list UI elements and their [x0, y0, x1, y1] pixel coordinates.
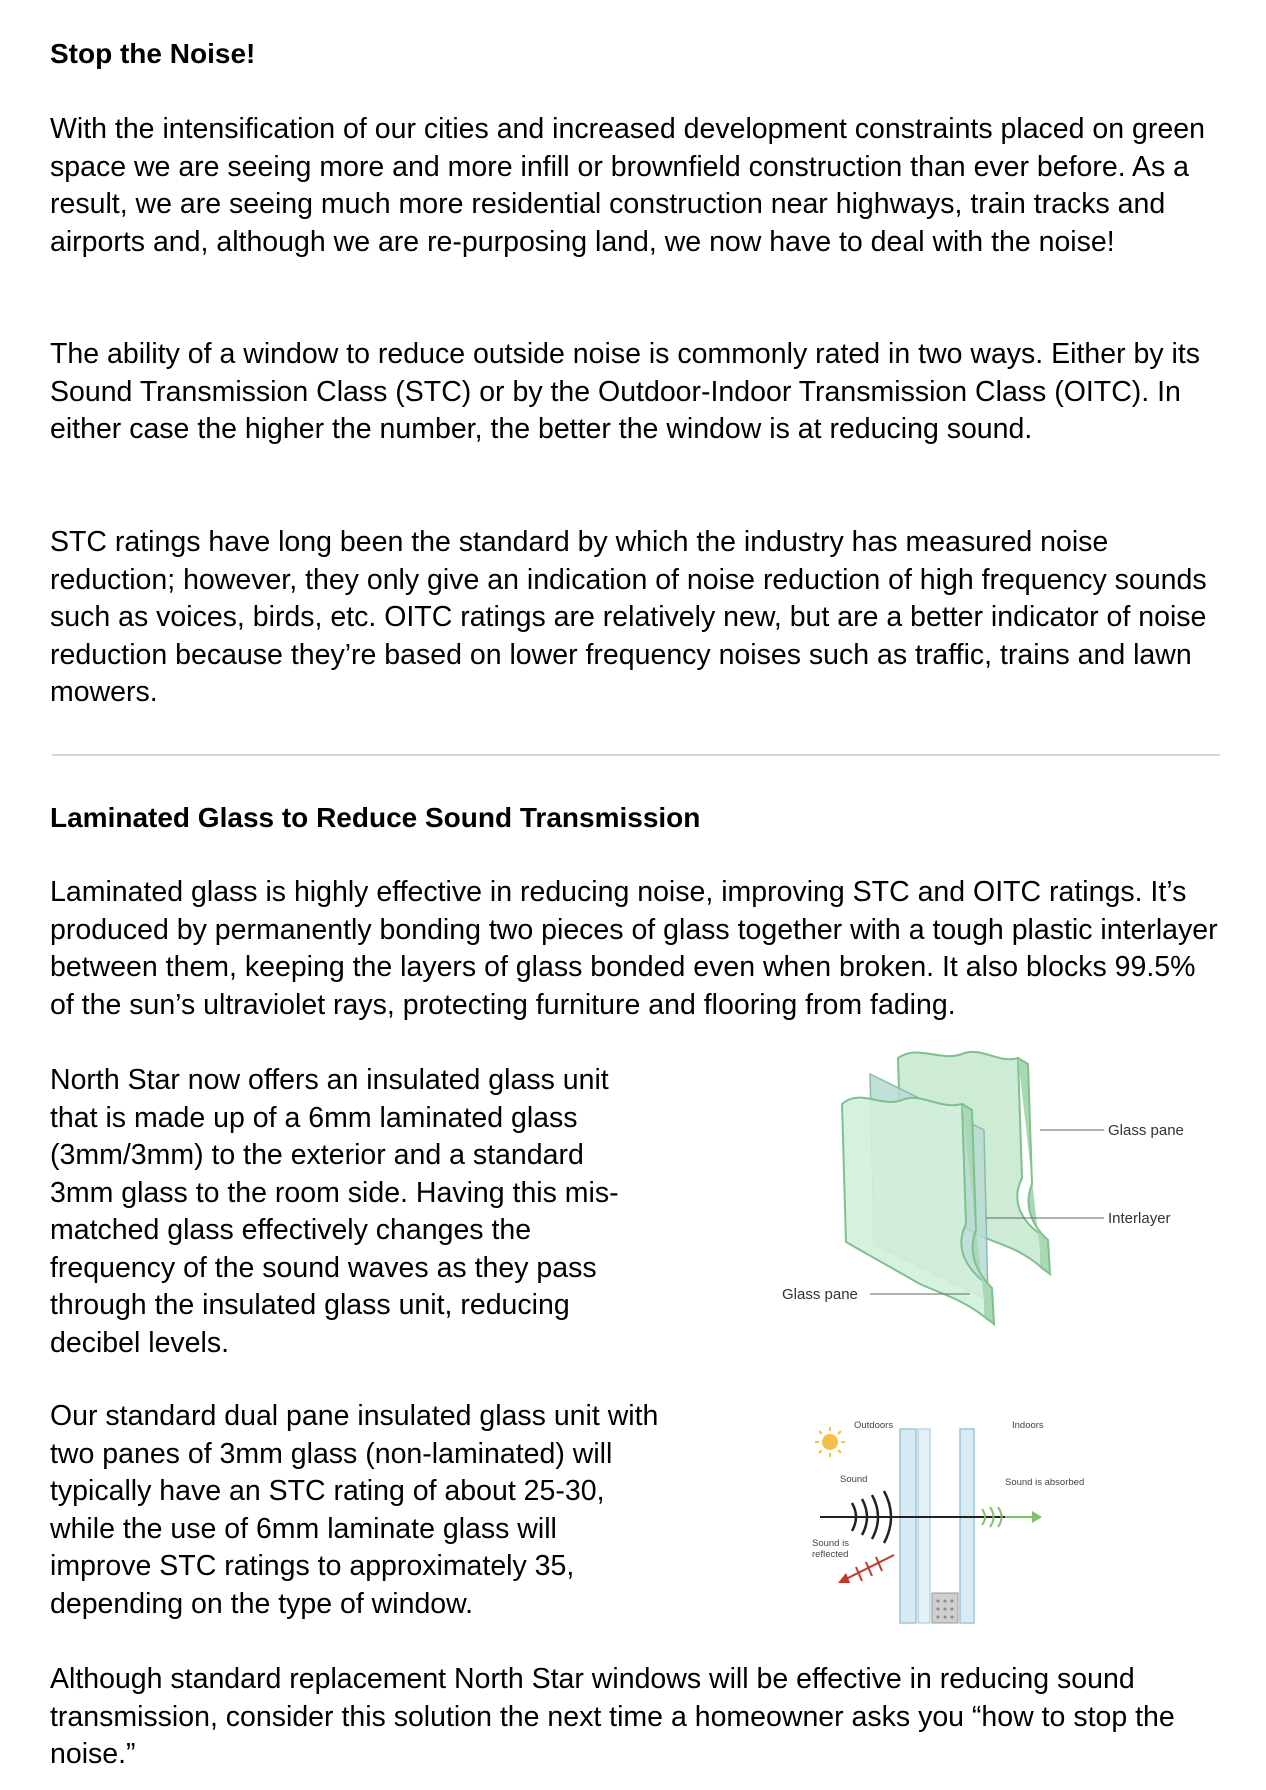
section-divider — [52, 754, 1220, 756]
label-sound-reflected-2: reflected — [812, 1549, 849, 1560]
outer-glass-pane-inner — [918, 1429, 930, 1623]
paragraph-laminated-intro: Laminated glass is highly effective in reducing noise, improving STC and OITC ratings. It’s produced by permanently bonding two pieces of glass together with a tough plastic interlayer between them, keeping the layers of glass bonded even when broken. It also blocks 99.5% of the sun’s ultraviolet rays, protecting furniture and flooring from fading. — [50, 876, 1218, 1021]
label-sound: Sound — [840, 1474, 868, 1485]
label-outdoors: Outdoors — [854, 1420, 894, 1431]
label-glass-pane-bottom: Glass pane — [782, 1286, 858, 1303]
sun-icon — [815, 1427, 845, 1457]
laminated-glass-diagram — [750, 1038, 1200, 1328]
paragraph-stc-comparison: Our standard dual pane insulated glass unit with two panes of 3mm glass (non-laminated) will typically have an STC rating of about 25-30, while the use of 6mm laminate glass will improve STC ratings to approximately 35, depending on the type of window. — [50, 1400, 659, 1620]
paragraph-ratings: The ability of a window to reduce outside noise is commonly rated in two ways. Either by its Sound Transmission Class (STC) or by the Outdoor-Indoor Transmission Class (OITC). In either case the higher the number, the better the window is at reducing sound. — [50, 338, 1201, 445]
heading-laminated-glass: Laminated Glass to Reduce Sound Transmission — [50, 802, 701, 833]
label-sound-absorbed: Sound is absorbed — [1005, 1477, 1085, 1488]
label-interlayer: Interlayer — [1108, 1210, 1171, 1227]
paragraph-north-star-unit: North Star now offers an insulated glass unit that is made up of a 6mm laminated glass (3mm/3mm) to the exterior and a standard 3mm glass to the room side. Having this mis-matched glass effectively changes the frequency of the sound waves as they pass through the insulated glass unit, reducing decibel levels. — [50, 1064, 619, 1359]
paragraph-conclusion: Although standard replacement North Star windows will be effective in reducing sound transmission, consider this solution the next time a homeowner asks you “how to stop the noise.” — [50, 1663, 1175, 1770]
label-sound-reflected-1: Sound is — [812, 1538, 849, 1549]
sound-transmission-illustration — [800, 1405, 1130, 1633]
reflected-sound-waves — [842, 1555, 894, 1581]
laminated-glass-illustration — [750, 1038, 1200, 1328]
label-glass-pane-top: Glass pane — [1108, 1122, 1184, 1139]
label-indoors: Indoors — [1012, 1420, 1044, 1431]
paragraph-intro: With the intensification of our cities and increased development constraints placed on green space we are seeing more and more infill or brownfield construction than ever before. As a result, we are seeing much more residential construction near highways, train tracks and airports and, although we are re-purposing land, we now have to deal with the noise! — [50, 113, 1205, 258]
outer-glass-pane — [900, 1429, 916, 1623]
inner-glass-pane — [960, 1429, 974, 1623]
paragraph-stc-oitc: STC ratings have long been the standard by which the industry has measured noise reduction; however, they only give an indication of noise reduction of high frequency sounds such as voices, birds, etc. OITC ratings are relatively new, but are a better indicator of noise reduction because they’re based on lower frequency noises such as traffic, trains and lawn mowers. — [50, 526, 1207, 708]
heading-stop-the-noise: Stop the Noise! — [50, 38, 256, 69]
sound-transmission-diagram — [800, 1405, 1130, 1633]
